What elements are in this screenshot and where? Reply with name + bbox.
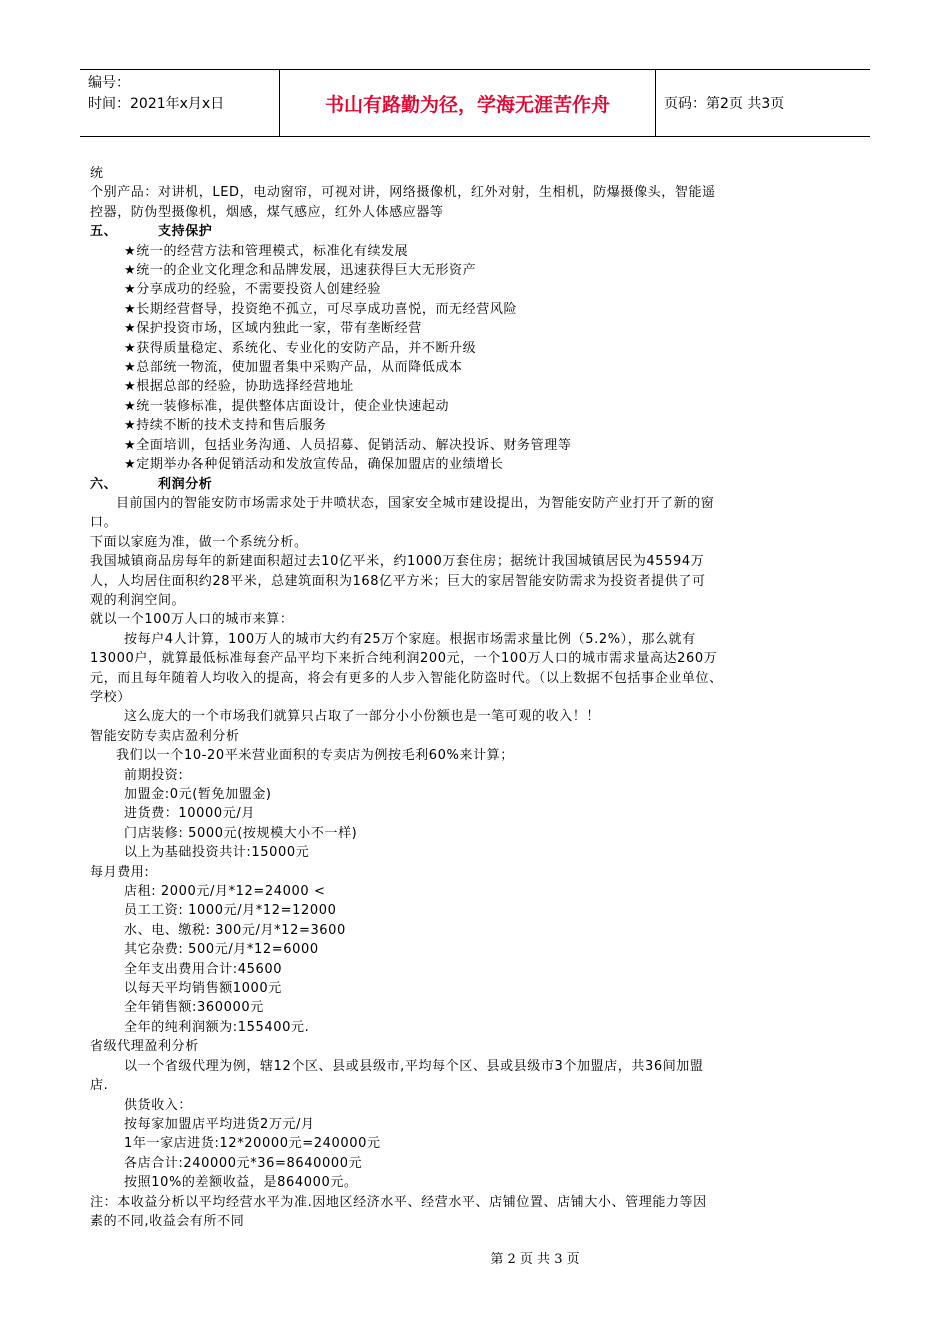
text-line: 素的不同,收益会有所不同 [90,1213,245,1229]
text-line: 全年支出费用合计:45600 [124,961,283,977]
text-line: 加盟金:0元(暂免加盟金) [124,787,272,802]
text-line: 13000户，就算最低标准每套产品平均下来折合纯利润200元，一个100万人口的城市需求量高达260万 [90,651,718,667]
text-line: 全年销售额:360000元 [124,1000,264,1016]
text-line: 以一个省级代理为例，辖12个区、县或县级市,平均每个区、县或县级市3个加盟店，共36间加盟 [124,1058,704,1074]
text-line: 我们以一个10-20平米营业面积的专卖店为例按毛利60%来计算； [116,748,514,764]
section-title: 利润分析 [158,476,213,492]
text-line: 按照10%的差额收益，是864000元。 [124,1175,358,1191]
text-line: 个别产品：对讲机，LED，电动窗帘，可视对讲，网络摄像机，红外对射，生相机，防爆摄像头，智能遥 [90,185,716,201]
text-line: 学校） [90,689,131,705]
date-label: 时间：2021年x月x日 [88,96,225,112]
text-line: 门店装修: 5000元(按规模大小不一样) [124,825,358,841]
text-line: 以每天平均销售额1000元 [124,981,282,997]
section-number: 五、 [90,224,118,240]
bullet-item: ★获得质量稳定、系统化、专业化的安防产品，并不断升级 [124,340,477,356]
text-line: 下面以家庭为准，做一个系统分析。 [90,534,308,550]
bullet-item: ★定期举办各种促销活动和发放宣传品，确保加盟店的业绩增长 [124,457,504,473]
text-line: 供货收入： [124,1097,193,1113]
bullet-item: ★持续不断的技术支持和售后服务 [124,418,327,434]
header-meta [80,70,280,136]
header-motto: 书山有路勤为径，学海无涯苦作舟 [280,70,656,136]
bullet-item: ★统一装修标准，提供整体店面设计，使企业快速起动 [124,398,450,414]
text-line: 控器，防伪型摄像机，烟感，煤气感应，红外人体感应器等 [90,204,444,220]
text-line: 各店合计:240000元*36=8640000元 [124,1155,363,1171]
text-line: 按每户4人计算，100万人的城市大约有25万个家庭。根据市场需求量比例（5.2%），那么就有 [124,631,696,647]
text-line: 进货费：10000元/月 [124,806,255,822]
text-line: 1年一家店进货:12*20000元=240000元 [124,1136,381,1152]
text-line: 就以一个100万人口的城市来算： [90,612,294,628]
document-body [90,164,860,1231]
section-title: 支持保护 [158,224,213,240]
page-footer: 第 2 页 共 3 页 [490,1252,580,1267]
text-line: 目前国内的智能安防市场需求处于井喷状态，国家安全城市建设提出，为智能安防产业打开了新的窗 [116,495,715,511]
text-line: 其它杂费: 500元/月*12=6000 [124,942,319,958]
text-line: 以上为基础投资共计:15000元 [124,845,310,861]
text-line: 我国城镇商品房每年的新建面积超过去10亿平米，约1000万套住房；据统计我国城镇居民为45594万 [90,554,705,570]
text-line: 水、电、缴税: 300元/月*12=3600 [124,922,346,938]
bullet-item: ★总部统一物流，使加盟者集中采购产品，从而降低成本 [124,360,463,376]
subheading: 每月费用: [90,864,150,880]
bullet-item: ★分享成功的经验，不需要投资人创建经验 [124,282,382,298]
text-line: 店租: 2000元/月*12=24000 < [124,884,326,900]
number-label: 编号： [88,75,130,91]
text-line: 口。 [90,515,118,531]
bullet-item: ★统一的经营方法和管理模式，标准化有续发展 [124,243,409,259]
text-line: 这么庞大的一个市场我们就算只占取了一部分小小份额也是一笔可观的收入！！ [124,709,601,725]
section-number: 六、 [90,476,118,492]
text-line: 统 [90,166,104,181]
text-line: 全年的纯利润额为:155400元. [124,1019,310,1035]
text-line: 店. [90,1078,109,1094]
bullet-item: ★长期经营督导，投资绝不孤立，可尽享成功喜悦，而无经营风险 [124,301,518,317]
text-line: 人，人均居住面积约28平米，总建筑面积为168亿平方米；巨大的家居智能安防需求为投资者提供了可 [90,573,706,589]
bullet-item: ★保护投资市场，区域内独此一家，带有垄断经营 [124,321,422,337]
bullet-item: ★根据总部的经验，协助选择经营地址 [124,379,354,395]
text-line: 元，而且每年随着人均收入的提高，将会有更多的人步入智能化防盗时代。（以上数据不包括事企业单位、 [90,670,723,686]
text-line: 按每家加盟店平均进货2万元/月 [124,1116,315,1132]
subheading: 省级代理盈利分析 [90,1039,199,1055]
text-line: 观的利润空间。 [90,592,186,608]
page-header [80,69,870,137]
section-heading-six [90,475,860,494]
text-line: 前期投资: [124,767,184,783]
subheading: 智能安防专卖店盈利分析 [90,728,240,744]
header-page-label: 页码：第2页 共3页 [664,96,785,112]
section-heading-five [90,222,860,241]
text-line: 员工工资: 1000元/月*12=12000 [124,903,337,919]
text-line: 注：本收益分析以平均经营水平为准.因地区经济水平、经营水平、店铺位置、店铺大小、管理能力等因 [90,1194,707,1210]
bullet-item: ★统一的企业文化理念和品牌发展，迅速获得巨大无形资产 [124,263,477,279]
bullet-item: ★全面培训，包括业务沟通、人员招募、促销活动、解决投诉、财务管理等 [124,437,572,453]
